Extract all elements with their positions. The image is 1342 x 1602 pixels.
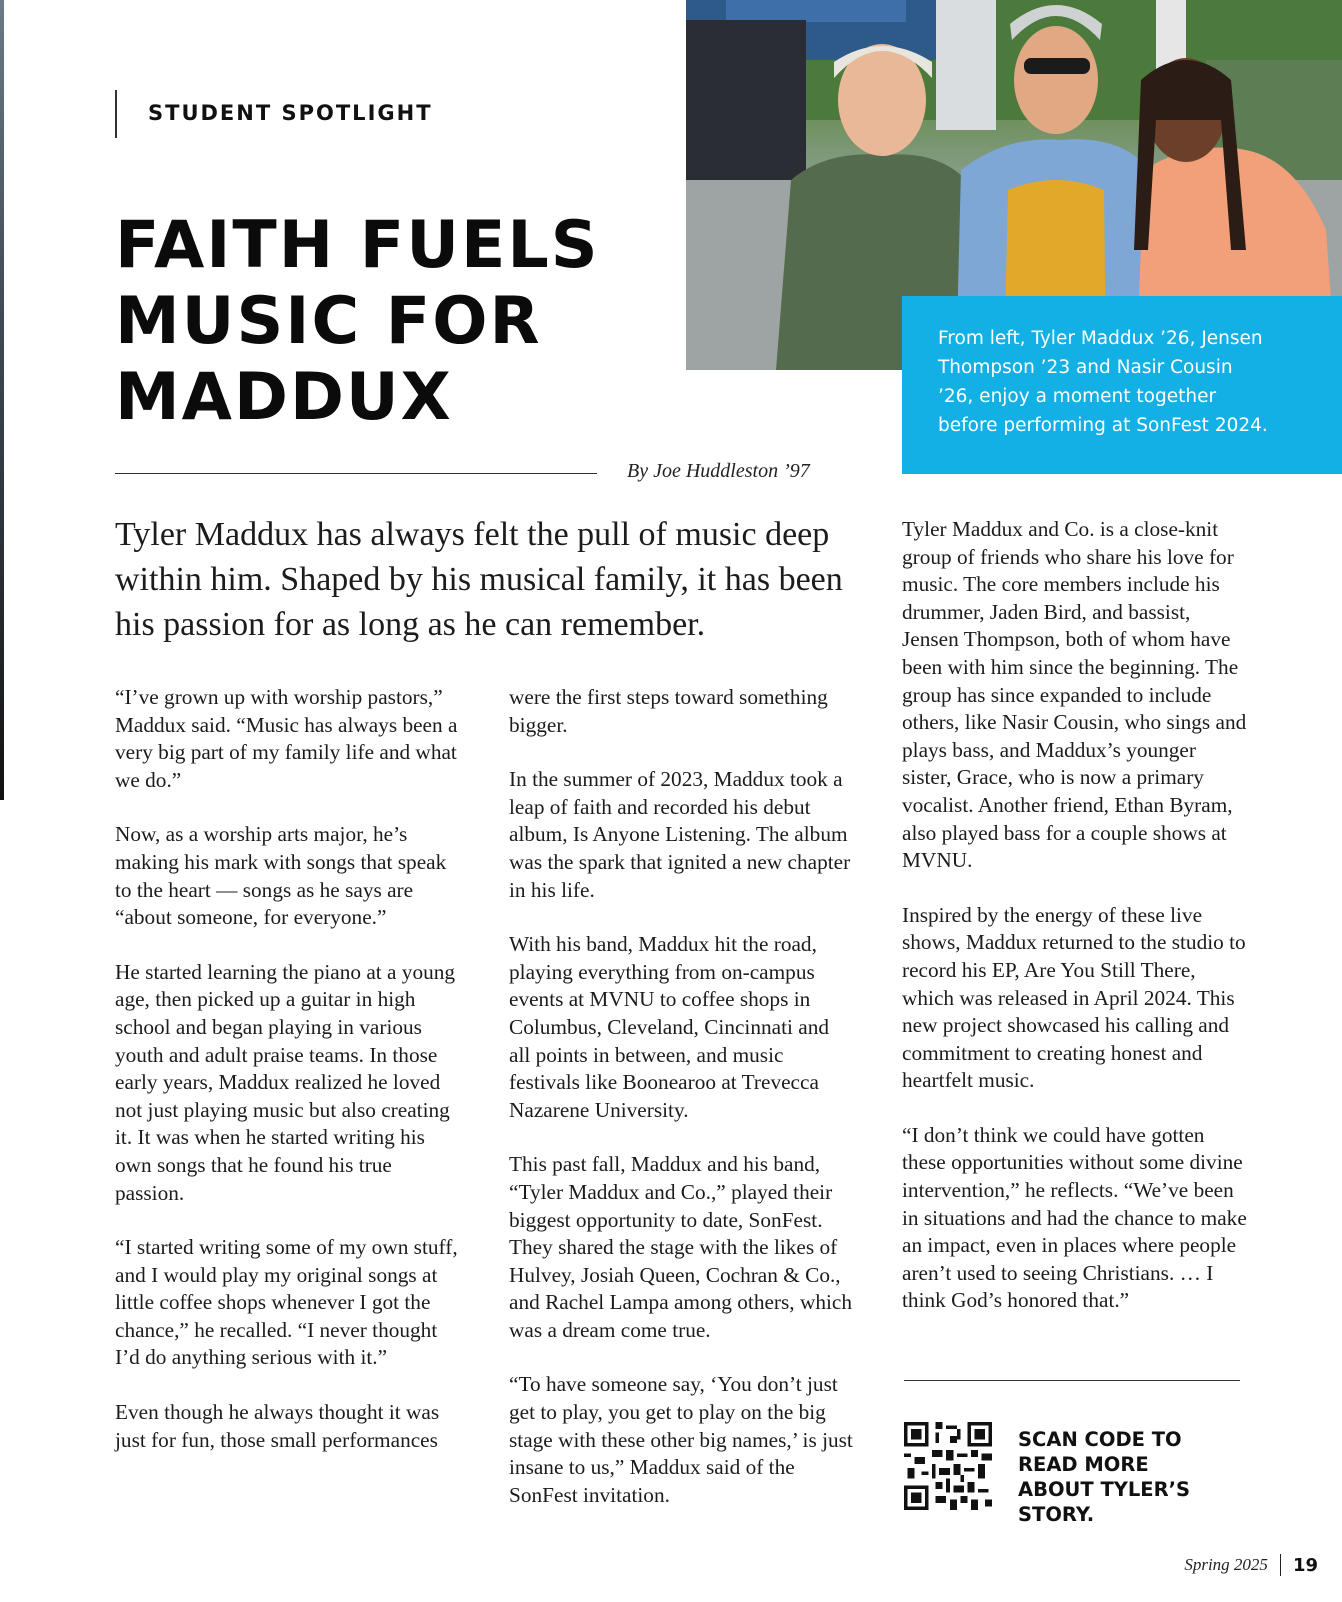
left-edge-strip: [0, 0, 4, 800]
qr-code[interactable]: [904, 1422, 992, 1510]
photo-caption: From left, Tyler Maddux ’26, Jensen Thompson ’23 and Nasir Cousin ’26, enjoy a moment together before performing at SonFest 2024.: [938, 328, 1268, 436]
headline-line: MUSIC FOR: [115, 284, 542, 359]
body-paragraph: Even though he always thought it was just for fun, those small performances: [115, 1400, 440, 1452]
byline: By Joe Huddleston ’97: [627, 460, 810, 482]
headline: [115, 208, 675, 436]
kicker-rule: [115, 90, 117, 138]
headline-line: MADDUX: [115, 360, 453, 435]
body-paragraph: “I don’t think we could have gotten these opportunities without some divine intervention,” he reflects. “We’ve been in situations and had the chance to make an impact, even in places where people aren’t used to seeing Christians. … I think God’s honored that.”: [902, 1122, 1247, 1313]
byline-rule: [115, 473, 597, 474]
body-paragraph: “To have someone say, ‘You don’t just get to play, you get to play on the big stage with these other big names,’ is just insane to us,” Maddux said of the SonFest invitation.: [509, 1372, 853, 1507]
lede-paragraph: Tyler Maddux has always felt the pull of music deep within him. Shaped by his musical family, it has been his passion for as long as he can remember.: [115, 516, 843, 643]
section-kicker: STUDENT SPOTLIGHT: [148, 101, 433, 125]
body-paragraph: He started learning the piano at a young age, then picked up a guitar in high school and began playing in various youth and adult praise teams. In those early years, Maddux realized he loved not just playing music but also creating it. It was when he started writing his own songs that he found his true passion.: [115, 959, 456, 1205]
body-paragraph: In the summer of 2023, Maddux took a leap of faith and recorded his debut album, Is Anyone Listening. The album was the spark that ignited a new chapter in his life.: [509, 767, 851, 902]
page-number: 19: [1292, 1554, 1318, 1576]
body-paragraph: With his band, Maddux hit the road, playing everything from on-campus events at MVNU to coffee shops in Columbus, Cleveland, Cincinnati and all points in between, and music festivals like Boonearoo at Trevecca Nazarene University.: [509, 932, 830, 1122]
body-paragraph: Inspired by the energy of these live shows, Maddux returned to the studio to record his EP, Are You Still There, which was released in April 2024. This new project showcased his calling and commitment to creating honest and heartfelt music.: [902, 902, 1246, 1093]
photo-caption-box: [902, 296, 1342, 474]
issue-season: Spring 2025: [1184, 1555, 1268, 1574]
body-paragraph: Tyler Maddux and Co. is a close-knit group of friends who share his love for music. The core members include his drummer, Jaden Bird, and bassist, Jensen Thompson, both of whom have been with him since the beginning. The group has since expanded to include others, like Nasir Cousin, who sings and plays bass, and Maddux’s younger sister, Grace, who is now a primary vocalist. Another friend, Ethan Byram, also played bass for a couple shows at MVNU.: [902, 517, 1247, 873]
body-paragraph: “I’ve grown up with worship pastors,” Maddux said. “Music has always been a very big part of my family life and what we do.”: [115, 685, 458, 792]
body-paragraph: Now, as a worship arts major, he’s making his mark with songs that speak to the heart — songs as he says are “about someone, for everyone.”: [115, 822, 447, 930]
headline-line: FAITH FUELS: [115, 208, 600, 283]
footer-divider: [1280, 1554, 1281, 1576]
end-rule: [904, 1380, 1240, 1381]
body-paragraph: This past fall, Maddux and his band, “Tyler Maddux and Co.,” played their biggest opportunity to date, SonFest. They shared the stage with the likes of Hulvey, Josiah Queen, Cochran & Co., and Rachel Lampa among others, which was a dream come true.: [509, 1152, 853, 1342]
body-paragraph: were the first steps toward something bigger.: [509, 685, 828, 737]
page-footer: [1184, 1554, 1318, 1576]
body-column-2: [509, 684, 854, 1536]
body-paragraph: “I started writing some of my own stuff, and I would play my original songs at little coffee shops whenever I got the chance,” he recalled. “I never thought I’d do anything serious with it.”: [115, 1235, 458, 1370]
body-column-1: [115, 684, 460, 1481]
body-column-3: [902, 516, 1247, 1342]
scan-code-callout: SCAN CODE TO READ MORE ABOUT TYLER’S STORY.: [1018, 1428, 1191, 1526]
